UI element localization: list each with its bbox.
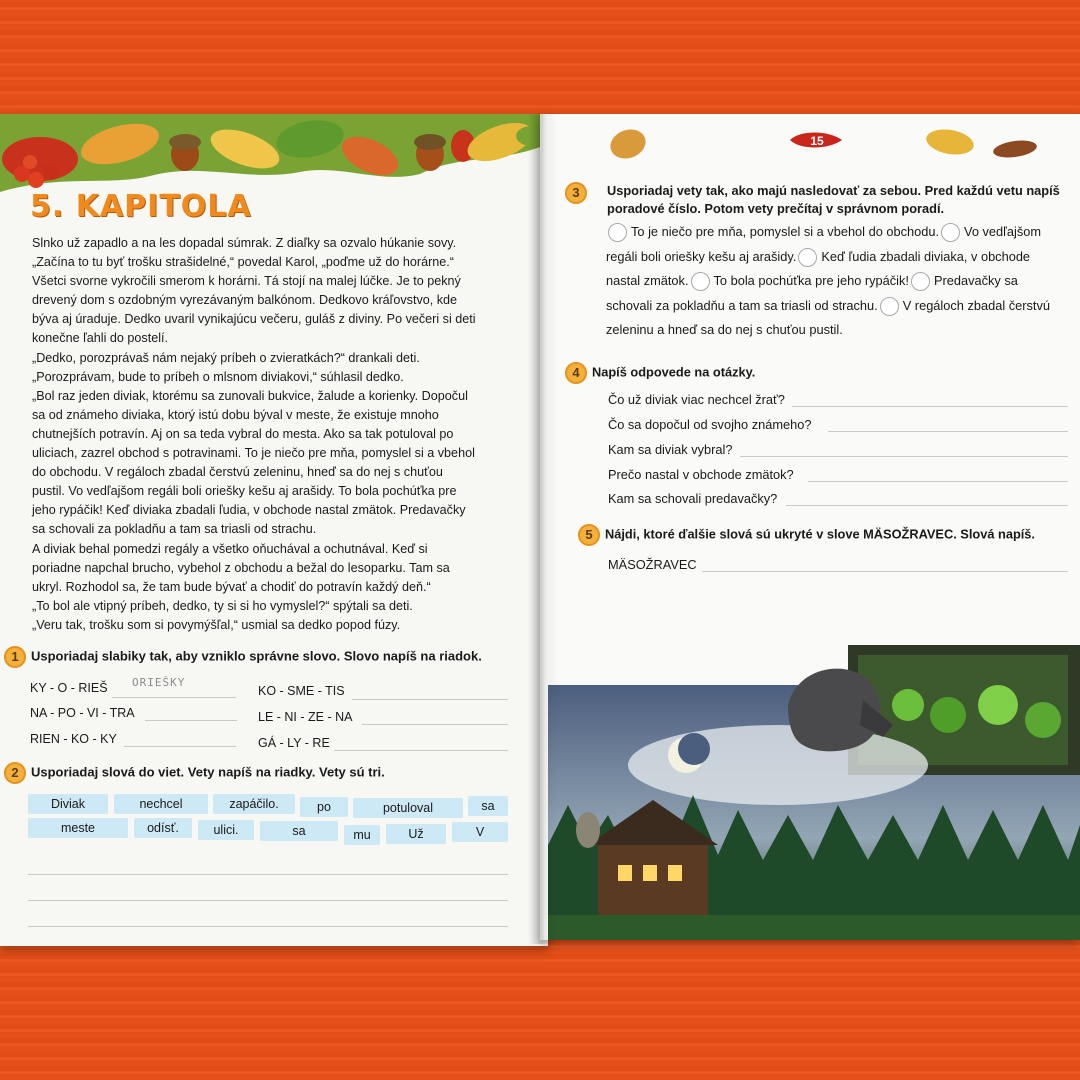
page-number: 15 xyxy=(810,134,824,148)
answer-line[interactable] xyxy=(828,431,1068,432)
answer-line[interactable] xyxy=(352,699,508,700)
sentence-line xyxy=(606,318,1068,343)
question: Kam sa schovali predavačky? xyxy=(608,491,778,506)
sentence-text: V regáloch zbadal čerstvú xyxy=(902,297,1050,313)
task-number-badge: 5 xyxy=(578,524,600,546)
story-line: „Dedko, porozprávaš nám nejaký príbeh o zvieratkách?“ drankali deti. xyxy=(32,350,420,365)
story-line: sa schovali za pokladňu a tam sa triasli od strachu. xyxy=(32,522,317,537)
sentence-text: Keď ľudia zbadali diviaka, v obchode xyxy=(821,248,1031,264)
task-4-heading xyxy=(565,362,755,384)
word-tile[interactable]: nechcel xyxy=(114,794,208,814)
story-line: „Porozprávam, bude to príbeh o mlsnom diviakovi,“ súhlasil dedko. xyxy=(32,369,404,384)
story-line: Slnko už zapadlo a na les dopadal súmrak. Z diaľky sa ozvalo húkanie sovy. xyxy=(32,236,457,250)
story-text xyxy=(32,234,518,635)
answer-line[interactable] xyxy=(112,697,236,698)
word-tile[interactable]: mu xyxy=(344,825,380,845)
writing-line[interactable] xyxy=(28,874,508,875)
story-line: do obchodu. V regáloch zbadal čerstvú zeleninu, hneď sa do nej s chuťou xyxy=(32,465,443,480)
story-line: „To bol ale vtipný príbeh, dedko, ty si si ho vymyslel?“ spýtali sa deti. xyxy=(32,598,413,613)
handwritten-answer: ORIEŠKY xyxy=(132,676,186,689)
story-line: konečne ľahli do postelí. xyxy=(32,331,168,346)
story-line: sa od známeho diviaka, ktorý istú dobu býval v meste, že existuje mnoho xyxy=(32,407,439,422)
open-workbook xyxy=(0,100,1080,950)
book-spine-shadow xyxy=(528,114,558,944)
story-line: jeho rypáčik! Keď diviaka zbadali ľudia, v obchode nastal zmätok. Predavačky xyxy=(32,503,466,518)
order-number-circle[interactable] xyxy=(798,248,817,267)
syllable-item: NA - PO - VI - TRA xyxy=(30,706,135,720)
task-2-heading xyxy=(4,762,385,784)
hidden-word: MÄSOŽRAVEC xyxy=(608,557,697,572)
order-number-circle[interactable] xyxy=(941,223,960,242)
answer-line[interactable] xyxy=(145,720,237,721)
answer-line[interactable] xyxy=(334,750,508,751)
task-1-instruction: Usporiadaj slabiky tak, aby vzniklo správne slovo. Slovo napíš na riadok. xyxy=(31,648,482,664)
story-line: Všetci svorne vykročili smerom k horárni. Tá stojí na malej lúčke. Je to pekný xyxy=(32,274,461,289)
task-4-instruction: Napíš odpovede na otázky. xyxy=(592,364,756,380)
story-line: býva aj úraduje. Dedko uvaril vynikajúcu večeru, guláš z diviny. Po večeri si deti xyxy=(32,312,476,327)
task-1-heading xyxy=(4,646,482,668)
forest-boar-illustration xyxy=(548,645,1080,940)
question: Prečo nastal v obchode zmätok? xyxy=(608,467,794,482)
syllable-item: LE - NI - ZE - NA xyxy=(258,710,353,724)
sentence-text: To bola pochúťka pre jeho rypáčik! xyxy=(713,273,909,288)
story-line: uliciach, zazrel obchod s potravinami. To je niečo pre mňa, pomyslel si a vbehol xyxy=(32,446,475,461)
answer-line[interactable] xyxy=(740,456,1068,457)
word-tile[interactable]: ulici. xyxy=(198,820,254,840)
task-5-instruction: Nájdi, ktoré ďalšie slová sú ukryté v slove MÄSOŽRAVEC. Slová napíš. xyxy=(605,526,1035,542)
word-tile[interactable]: Už xyxy=(386,824,446,844)
syllable-item: RIEN - KO - KY xyxy=(30,732,117,746)
answer-line[interactable] xyxy=(786,505,1068,506)
sentence-text: zeleninu a hneď sa do nej s chuťou pustil. xyxy=(606,322,843,337)
task-number-badge: 4 xyxy=(565,362,587,384)
answer-line[interactable] xyxy=(808,481,1068,482)
task-3-heading xyxy=(565,182,1060,218)
story-line: pustil. Vo vedľajšom regáli boli oriešky kešu aj arašidy. To bola pochúťka pre xyxy=(32,484,457,499)
sentence-line xyxy=(606,269,1068,294)
story-line: drevený dom s ozdobným vyrezávaným balkónom. Dedkovo kráľovstvo, kde xyxy=(32,293,458,308)
answer-line[interactable] xyxy=(124,746,236,747)
order-number-circle[interactable] xyxy=(691,272,710,291)
task-3-instruction-line: Usporiadaj vety tak, ako majú nasledovať za sebou. Pred každú vetu napíš xyxy=(607,183,1060,198)
word-tile[interactable]: potuloval xyxy=(353,798,463,818)
word-tile[interactable]: zapáčilo. xyxy=(213,794,295,814)
word-tile[interactable]: V xyxy=(452,822,508,842)
task-2-instruction: Usporiadaj slová do viet. Vety napíš na riadky. Vety sú tri. xyxy=(31,764,385,780)
left-page xyxy=(0,114,548,946)
task-5-heading xyxy=(578,524,1035,546)
word-tile[interactable]: sa xyxy=(260,821,338,841)
syllable-item: GÁ - LY - RE xyxy=(258,736,330,750)
story-line: „Začína to tu byť trošku strašidelné,“ povedal Karol, „poďme už do horárne.“ xyxy=(32,255,454,270)
syllable-item: KO - SME - TIS xyxy=(258,684,345,698)
answer-line[interactable] xyxy=(362,724,508,725)
sentence-text: schovali za pokladňu a tam sa triasli od strachu. xyxy=(606,297,878,313)
order-number-circle[interactable] xyxy=(608,223,627,242)
story-line: A diviak behal pomedzi regály a všetko oňuchával a ochutnával. Keď si xyxy=(32,541,428,556)
story-line: „Veru tak, trošku som si povymýšľal,“ usmial sa dedko popod fúzy. xyxy=(32,617,401,632)
word-tile[interactable]: odísť. xyxy=(134,818,192,838)
word-tile[interactable]: Diviak xyxy=(28,794,108,814)
story-line: chutnejších potravín. Aj on sa teda vybral do mesta. Ako sa tak potuloval po xyxy=(32,426,454,441)
word-tile[interactable]: sa xyxy=(468,796,508,816)
question: Čo už diviak viac nechcel žrať? xyxy=(608,392,785,407)
sentence-line xyxy=(606,220,1068,245)
sentence-text: To je niečo pre mňa, pomyslel si a vbehol do obchodu. xyxy=(631,224,940,239)
task-3-instruction-line: poradové číslo. Potom vety prečítaj v správnom poradí. xyxy=(607,201,945,216)
writing-line[interactable] xyxy=(28,900,508,901)
chapter-title: 5. KAPITOLA xyxy=(30,189,252,224)
word-tile[interactable]: meste xyxy=(28,818,128,838)
answer-line[interactable] xyxy=(792,406,1068,407)
sentence-line xyxy=(606,294,1068,319)
answer-line[interactable] xyxy=(702,571,1068,572)
sentence-text: Vo vedľajšom xyxy=(964,224,1042,239)
story-line: poriadne napchal brucho, vybehol z obchodu a bežal do lesoparku. Tam sa xyxy=(32,560,450,575)
task-number-badge: 1 xyxy=(4,646,26,668)
order-number-circle[interactable] xyxy=(911,272,930,291)
question: Kam sa diviak vybral? xyxy=(608,442,733,457)
sentence-text: regáli boli oriešky kešu aj arašidy. xyxy=(606,248,797,264)
sentence-text: nastal zmätok. xyxy=(606,273,689,288)
story-line: ukryl. Rozhodol sa, že tam bude bývať a chodiť do potravín každý deň.“ xyxy=(32,579,431,594)
sentence-text: Predavačky sa xyxy=(933,273,1018,288)
order-number-circle[interactable] xyxy=(880,297,899,316)
writing-line[interactable] xyxy=(28,926,508,927)
question: Čo sa dopočul od svojho známeho? xyxy=(608,417,812,432)
task-number-badge: 2 xyxy=(4,762,26,784)
sentence-ordering-text xyxy=(606,220,1068,343)
sentence-line xyxy=(606,245,1068,270)
syllable-item: KY - O - RIEŠ xyxy=(30,681,108,695)
task-number-badge: 3 xyxy=(565,182,587,204)
word-tile[interactable]: po xyxy=(300,797,348,817)
story-line: „Bol raz jeden diviak, ktorému sa zunovali bukvice, žalude a korienky. Dopočul xyxy=(32,388,468,403)
